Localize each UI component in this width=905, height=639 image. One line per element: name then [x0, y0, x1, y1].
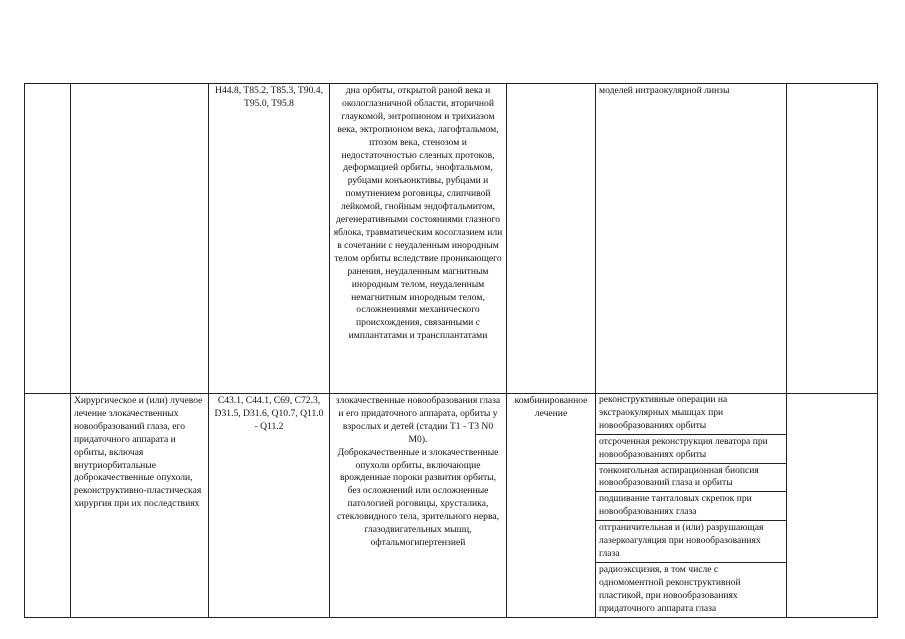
treatment-type-cell: комбинированное лечение — [507, 394, 596, 618]
icd-codes-cell: C43.1, C44.1, C69, C72.3, D31.5, D31.6, Q10.7, Q11.0 - Q11.2 — [209, 394, 330, 618]
table-row — [25, 84, 878, 394]
method-item: отграничительная и (или) разрушающая лазеркоагуляция при новообразованиях глаза — [596, 520, 786, 562]
method-item: подшивание танталовых скрепок при новообразованиях глаза — [596, 491, 786, 520]
method-item: отсроченная реконструкция леватора при новообразованиях орбиты — [596, 434, 786, 463]
treatment-type-cell — [507, 84, 596, 394]
method-item: радиоэксцизия, в том числе с одномоментной реконструктивной пластикой, при новообразованиях придаточного аппарата глаза — [596, 562, 786, 617]
methods-cell — [596, 394, 787, 618]
method-item: тонкоигольная аспирационная биопсия новообразований глаза и орбиты — [596, 463, 786, 492]
treatment-table — [24, 83, 878, 618]
number-cell — [25, 84, 71, 394]
diagnosis-text-b: Доброкачественные и злокачественные опухоли орбиты, включающие врожденные пороки развития орбиты, без осложнений или осложненные патологией роговицы, хрусталика, стекловидного тела, зрительного нерва, глазодвигательных мышц, офтальмогипертензией — [336, 446, 500, 548]
method-item: реконструктивные операции на экстраокулярных мышцах при новообразованиях орбиты — [599, 394, 728, 431]
number-cell — [25, 394, 71, 618]
cost-cell — [787, 84, 878, 394]
diagnosis-text-a: злокачественные новообразования глаза и его придаточного аппарата, орбиты у взрослых и детей (стадии T1 - T3 N0 M0). — [335, 395, 501, 445]
method-cell: моделей интраокулярной линзы — [596, 84, 787, 394]
icd-codes-cell: H44.8, T85.2, T85.3, T90.4, T95.0, T95.8 — [209, 84, 330, 394]
profile-cell: Хирургическое и (или) лучевое лечение злокачественных новообразований глаза, его придаточного аппарата и орбиты, включая внутриорбитальные доброкачественные опухоли, реконструктивно-пластическая хирургия при их последствиях — [71, 394, 209, 618]
profile-cell — [71, 84, 209, 394]
diagnosis-cell — [330, 394, 507, 618]
diagnosis-cell: дна орбиты, открытой раной века и окологлазничной области, вторичной глаукомой, энтропионом и трихиазом века, эктропионом века, лагофтальмом, птозом века, стенозом и недостаточностью слезных протоков, деформацией орбиты, энофтальмом, рубцами конъюнктивы, рубцами и помутнением роговицы, слипчивой лейкомой, гнойным эндофтальмитом, дегенеративными состояниями глазного яблока, травматическим косоглазием или в сочетании с неудаленным инородным телом орбиты вследствие проникающего ранения, неудаленным магнитным инородным телом, неудаленным немагнитным инородным телом, осложнениями механического происхождения, связанными с имплантатами и трансплантатами — [330, 84, 507, 394]
table-row — [25, 394, 878, 618]
cost-cell — [787, 394, 878, 618]
